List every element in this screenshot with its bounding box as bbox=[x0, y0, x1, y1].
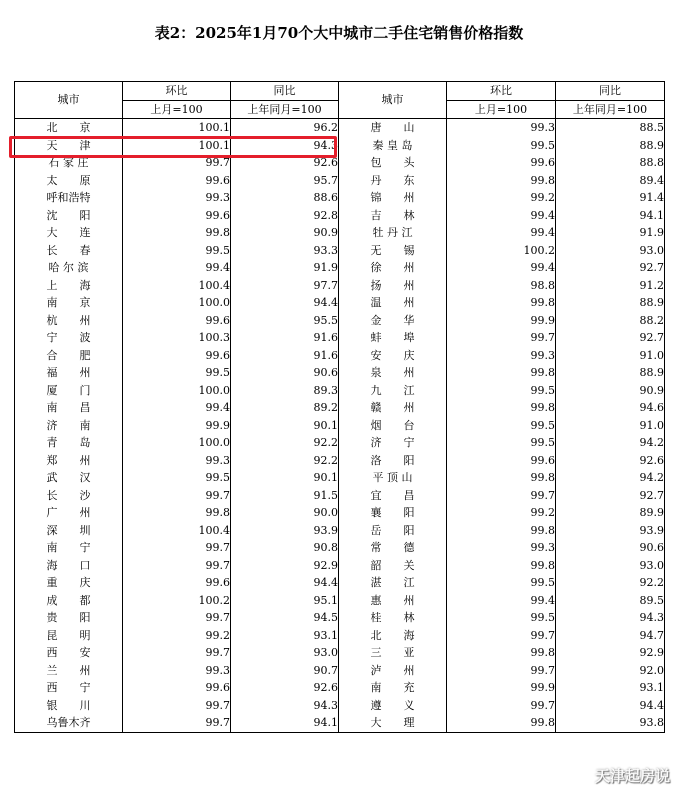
table-row bbox=[15, 364, 665, 382]
yoy-value: 94.1 bbox=[556, 207, 665, 225]
yoy-value: 92.2 bbox=[556, 574, 665, 592]
city-name: 襄 阳 bbox=[339, 504, 447, 522]
yoy-value: 89.5 bbox=[556, 592, 665, 610]
city-name: 温 州 bbox=[339, 294, 447, 312]
yoy-value: 90.6 bbox=[231, 364, 339, 382]
yoy-value: 93.0 bbox=[556, 557, 665, 575]
mom-value: 99.6 bbox=[123, 172, 231, 190]
yoy-value: 95.5 bbox=[231, 312, 339, 330]
yoy-value: 94.4 bbox=[231, 574, 339, 592]
yoy-value: 91.9 bbox=[556, 224, 665, 242]
city-name: 杭 州 bbox=[15, 312, 123, 330]
table-row bbox=[15, 539, 665, 557]
mom-value: 99.8 bbox=[447, 399, 556, 417]
table-row bbox=[15, 294, 665, 312]
city-name: 包 头 bbox=[339, 154, 447, 172]
yoy-value: 92.7 bbox=[556, 329, 665, 347]
table-row bbox=[15, 644, 665, 662]
table-row bbox=[15, 207, 665, 225]
table-row bbox=[15, 434, 665, 452]
mom-value: 99.6 bbox=[123, 347, 231, 365]
mom-value: 100.0 bbox=[123, 434, 231, 452]
yoy-value: 88.9 bbox=[556, 364, 665, 382]
mom-value: 99.6 bbox=[123, 679, 231, 697]
mom-value: 99.8 bbox=[447, 522, 556, 540]
city-name: 成 都 bbox=[15, 592, 123, 610]
header-mom-sub-left: 上月=100 bbox=[123, 100, 231, 119]
mom-value: 99.4 bbox=[447, 224, 556, 242]
mom-value: 99.3 bbox=[447, 119, 556, 137]
mom-value: 100.0 bbox=[123, 382, 231, 400]
table-row bbox=[15, 627, 665, 645]
yoy-value: 95.7 bbox=[231, 172, 339, 190]
city-name: 徐 州 bbox=[339, 259, 447, 277]
header-city-left: 城市 bbox=[15, 82, 123, 119]
table-row bbox=[15, 574, 665, 592]
yoy-value: 89.2 bbox=[231, 399, 339, 417]
mom-value: 99.8 bbox=[447, 557, 556, 575]
yoy-value: 96.2 bbox=[231, 119, 339, 137]
table-row bbox=[15, 609, 665, 627]
yoy-value: 90.9 bbox=[556, 382, 665, 400]
yoy-value: 94.7 bbox=[556, 627, 665, 645]
city-name: 重 庆 bbox=[15, 574, 123, 592]
yoy-value: 90.7 bbox=[231, 662, 339, 680]
mom-value: 99.8 bbox=[447, 364, 556, 382]
yoy-value: 90.8 bbox=[231, 539, 339, 557]
mom-value: 99.7 bbox=[123, 154, 231, 172]
yoy-value: 88.2 bbox=[556, 312, 665, 330]
mom-value: 99.4 bbox=[123, 399, 231, 417]
city-name: 兰 州 bbox=[15, 662, 123, 680]
yoy-value: 94.4 bbox=[231, 294, 339, 312]
table-row bbox=[15, 119, 665, 137]
mom-value: 99.3 bbox=[447, 347, 556, 365]
mom-value: 99.8 bbox=[123, 504, 231, 522]
table-row bbox=[15, 504, 665, 522]
yoy-value: 93.0 bbox=[556, 242, 665, 260]
header-yoy-sub-right: 上年同月=100 bbox=[556, 100, 665, 119]
city-name: 济 宁 bbox=[339, 434, 447, 452]
yoy-value: 93.9 bbox=[231, 522, 339, 540]
city-name: 南 宁 bbox=[15, 539, 123, 557]
table-row bbox=[15, 329, 665, 347]
yoy-value: 91.5 bbox=[231, 487, 339, 505]
mom-value: 99.5 bbox=[447, 417, 556, 435]
mom-value: 99.8 bbox=[447, 172, 556, 190]
city-name: 太 原 bbox=[15, 172, 123, 190]
city-name: 烟 台 bbox=[339, 417, 447, 435]
yoy-value: 91.6 bbox=[231, 329, 339, 347]
mom-value: 99.2 bbox=[447, 189, 556, 207]
mom-value: 99.9 bbox=[447, 679, 556, 697]
mom-value: 100.2 bbox=[123, 592, 231, 610]
mom-value: 99.5 bbox=[447, 434, 556, 452]
yoy-value: 92.7 bbox=[556, 259, 665, 277]
city-name: 安 庆 bbox=[339, 347, 447, 365]
city-name: 扬 州 bbox=[339, 277, 447, 295]
table-row bbox=[15, 557, 665, 575]
header-mom-right: 环比 bbox=[447, 82, 556, 101]
city-name: 北 海 bbox=[339, 627, 447, 645]
city-name: 岳 阳 bbox=[339, 522, 447, 540]
header-city-right: 城市 bbox=[339, 82, 447, 119]
city-name: 南 充 bbox=[339, 679, 447, 697]
city-name: 昆 明 bbox=[15, 627, 123, 645]
city-name: 惠 州 bbox=[339, 592, 447, 610]
city-name: 洛 阳 bbox=[339, 452, 447, 470]
city-name: 贵 阳 bbox=[15, 609, 123, 627]
yoy-value: 97.7 bbox=[231, 277, 339, 295]
city-name: 郑 州 bbox=[15, 452, 123, 470]
city-name: 丹 东 bbox=[339, 172, 447, 190]
city-name: 宜 昌 bbox=[339, 487, 447, 505]
mom-value: 99.5 bbox=[123, 242, 231, 260]
city-name: 银 川 bbox=[15, 697, 123, 715]
table-row bbox=[15, 259, 665, 277]
yoy-value: 90.1 bbox=[231, 469, 339, 487]
mom-value: 99.4 bbox=[123, 259, 231, 277]
city-name: 乌鲁木齐 bbox=[15, 714, 123, 732]
mom-value: 99.7 bbox=[123, 487, 231, 505]
city-name: 平 顶 山 bbox=[339, 469, 447, 487]
city-name: 湛 江 bbox=[339, 574, 447, 592]
city-name: 石 家 庄 bbox=[15, 154, 123, 172]
mom-value: 99.7 bbox=[447, 329, 556, 347]
mom-value: 99.6 bbox=[447, 154, 556, 172]
yoy-value: 93.9 bbox=[556, 522, 665, 540]
table-row bbox=[15, 382, 665, 400]
table-row bbox=[15, 522, 665, 540]
table-title: 表2：2025年1月70个大中城市二手住宅销售价格指数 bbox=[154, 24, 524, 42]
table-row bbox=[15, 347, 665, 365]
city-name: 哈 尔 滨 bbox=[15, 259, 123, 277]
mom-value: 99.8 bbox=[447, 644, 556, 662]
city-name: 秦 皇 岛 bbox=[339, 137, 447, 155]
table-row bbox=[15, 172, 665, 190]
watermark-text: 天津起房说 bbox=[594, 767, 670, 785]
header-yoy-left: 同比 bbox=[231, 82, 339, 101]
mom-value: 99.9 bbox=[447, 312, 556, 330]
header-mom-sub-right: 上月=100 bbox=[447, 100, 556, 119]
mom-value: 99.7 bbox=[123, 557, 231, 575]
yoy-value: 92.2 bbox=[231, 452, 339, 470]
city-name: 北 京 bbox=[15, 119, 123, 137]
city-name: 遵 义 bbox=[339, 697, 447, 715]
yoy-value: 93.3 bbox=[231, 242, 339, 260]
city-name: 西 宁 bbox=[15, 679, 123, 697]
mom-value: 99.4 bbox=[447, 207, 556, 225]
mom-value: 100.0 bbox=[123, 294, 231, 312]
city-name: 蚌 埠 bbox=[339, 329, 447, 347]
yoy-value: 88.9 bbox=[556, 294, 665, 312]
highlight-box-tianjin bbox=[9, 136, 337, 158]
mom-value: 98.8 bbox=[447, 277, 556, 295]
yoy-value: 89.3 bbox=[231, 382, 339, 400]
yoy-value: 91.2 bbox=[556, 277, 665, 295]
mom-value: 99.7 bbox=[123, 697, 231, 715]
table-row bbox=[15, 399, 665, 417]
yoy-value: 94.2 bbox=[556, 469, 665, 487]
table-row bbox=[15, 417, 665, 435]
table-row bbox=[15, 312, 665, 330]
mom-value: 99.9 bbox=[123, 417, 231, 435]
yoy-value: 89.9 bbox=[556, 504, 665, 522]
mom-value: 100.4 bbox=[123, 522, 231, 540]
mom-value: 99.5 bbox=[447, 382, 556, 400]
mom-value: 99.4 bbox=[447, 592, 556, 610]
yoy-value: 90.1 bbox=[231, 417, 339, 435]
table-row bbox=[15, 469, 665, 487]
city-name: 锦 州 bbox=[339, 189, 447, 207]
yoy-value: 90.6 bbox=[556, 539, 665, 557]
table-row bbox=[15, 662, 665, 680]
city-name: 武 汉 bbox=[15, 469, 123, 487]
mom-value: 99.6 bbox=[123, 574, 231, 592]
city-name: 长 沙 bbox=[15, 487, 123, 505]
city-name: 三 亚 bbox=[339, 644, 447, 662]
mom-value: 99.7 bbox=[447, 697, 556, 715]
mom-value: 99.3 bbox=[447, 539, 556, 557]
city-name: 常 德 bbox=[339, 539, 447, 557]
mom-value: 99.7 bbox=[123, 539, 231, 557]
city-name: 牡 丹 江 bbox=[339, 224, 447, 242]
yoy-value: 94.3 bbox=[231, 137, 339, 155]
city-name: 吉 林 bbox=[339, 207, 447, 225]
yoy-value: 94.3 bbox=[231, 697, 339, 715]
mom-value: 100.3 bbox=[123, 329, 231, 347]
mom-value: 99.3 bbox=[123, 189, 231, 207]
mom-value: 99.3 bbox=[123, 662, 231, 680]
yoy-value: 93.0 bbox=[231, 644, 339, 662]
yoy-value: 92.6 bbox=[231, 679, 339, 697]
mom-value: 100.4 bbox=[123, 277, 231, 295]
yoy-value: 92.8 bbox=[231, 207, 339, 225]
city-name: 海 口 bbox=[15, 557, 123, 575]
yoy-value: 90.9 bbox=[231, 224, 339, 242]
table-row bbox=[15, 714, 665, 732]
mom-value: 99.7 bbox=[123, 714, 231, 732]
city-name: 呼和浩特 bbox=[15, 189, 123, 207]
yoy-value: 91.4 bbox=[556, 189, 665, 207]
header-mom-left: 环比 bbox=[123, 82, 231, 101]
city-name: 南 昌 bbox=[15, 399, 123, 417]
city-name: 福 州 bbox=[15, 364, 123, 382]
yoy-value: 92.9 bbox=[231, 557, 339, 575]
mom-value: 99.7 bbox=[447, 627, 556, 645]
mom-value: 99.5 bbox=[123, 469, 231, 487]
yoy-value: 91.9 bbox=[231, 259, 339, 277]
table-row bbox=[15, 242, 665, 260]
table-row bbox=[15, 592, 665, 610]
yoy-value: 88.5 bbox=[556, 119, 665, 137]
mom-value: 99.6 bbox=[123, 207, 231, 225]
mom-value: 99.7 bbox=[447, 662, 556, 680]
city-name: 沈 阳 bbox=[15, 207, 123, 225]
city-name: 厦 门 bbox=[15, 382, 123, 400]
city-name: 大 理 bbox=[339, 714, 447, 732]
mom-value: 99.7 bbox=[123, 609, 231, 627]
table-row bbox=[15, 277, 665, 295]
table-row bbox=[15, 487, 665, 505]
mom-value: 99.8 bbox=[447, 714, 556, 732]
city-name: 广 州 bbox=[15, 504, 123, 522]
mom-value: 99.5 bbox=[447, 574, 556, 592]
yoy-value: 90.0 bbox=[231, 504, 339, 522]
mom-value: 99.4 bbox=[447, 259, 556, 277]
mom-value: 100.1 bbox=[123, 137, 231, 155]
yoy-value: 92.7 bbox=[556, 487, 665, 505]
city-name: 无 锡 bbox=[339, 242, 447, 260]
city-name: 深 圳 bbox=[15, 522, 123, 540]
table-row bbox=[15, 189, 665, 207]
mom-value: 99.6 bbox=[123, 312, 231, 330]
yoy-value: 89.4 bbox=[556, 172, 665, 190]
mom-value: 99.8 bbox=[447, 469, 556, 487]
city-name: 西 安 bbox=[15, 644, 123, 662]
header-yoy-sub-left: 上年同月=100 bbox=[231, 100, 339, 119]
yoy-value: 92.9 bbox=[556, 644, 665, 662]
city-name: 唐 山 bbox=[339, 119, 447, 137]
yoy-value: 93.1 bbox=[231, 627, 339, 645]
mom-value: 99.5 bbox=[447, 137, 556, 155]
city-name: 长 春 bbox=[15, 242, 123, 260]
city-name: 济 南 bbox=[15, 417, 123, 435]
city-name: 泉 州 bbox=[339, 364, 447, 382]
yoy-value: 88.6 bbox=[231, 189, 339, 207]
mom-value: 99.7 bbox=[123, 644, 231, 662]
yoy-value: 88.8 bbox=[556, 154, 665, 172]
mom-value: 99.8 bbox=[447, 294, 556, 312]
city-name: 宁 波 bbox=[15, 329, 123, 347]
yoy-value: 92.0 bbox=[556, 662, 665, 680]
city-name: 韶 关 bbox=[339, 557, 447, 575]
yoy-value: 94.2 bbox=[556, 434, 665, 452]
city-name: 合 肥 bbox=[15, 347, 123, 365]
yoy-value: 88.9 bbox=[556, 137, 665, 155]
table-row bbox=[15, 697, 665, 715]
yoy-value: 92.2 bbox=[231, 434, 339, 452]
city-name: 金 华 bbox=[339, 312, 447, 330]
city-name: 天 津 bbox=[15, 137, 123, 155]
yoy-value: 94.3 bbox=[556, 609, 665, 627]
mom-value: 99.5 bbox=[447, 609, 556, 627]
city-name: 青 岛 bbox=[15, 434, 123, 452]
yoy-value: 91.0 bbox=[556, 347, 665, 365]
mom-value: 99.7 bbox=[447, 487, 556, 505]
yoy-value: 94.1 bbox=[231, 714, 339, 732]
city-name: 桂 林 bbox=[339, 609, 447, 627]
mom-value: 100.2 bbox=[447, 242, 556, 260]
city-name: 上 海 bbox=[15, 277, 123, 295]
table-row bbox=[15, 224, 665, 242]
mom-value: 99.2 bbox=[447, 504, 556, 522]
mom-value: 99.6 bbox=[447, 452, 556, 470]
table-row bbox=[15, 452, 665, 470]
city-name: 大 连 bbox=[15, 224, 123, 242]
city-name: 赣 州 bbox=[339, 399, 447, 417]
header-yoy-right: 同比 bbox=[556, 82, 665, 101]
table-row bbox=[15, 679, 665, 697]
yoy-value: 93.1 bbox=[556, 679, 665, 697]
yoy-value: 91.6 bbox=[231, 347, 339, 365]
yoy-value: 94.4 bbox=[556, 697, 665, 715]
price-index-table bbox=[14, 81, 665, 733]
mom-value: 99.2 bbox=[123, 627, 231, 645]
mom-value: 99.8 bbox=[123, 224, 231, 242]
yoy-value: 94.6 bbox=[556, 399, 665, 417]
mom-value: 100.1 bbox=[123, 119, 231, 137]
city-name: 南 京 bbox=[15, 294, 123, 312]
city-name: 泸 州 bbox=[339, 662, 447, 680]
yoy-value: 92.6 bbox=[231, 154, 339, 172]
city-name: 九 江 bbox=[339, 382, 447, 400]
mom-value: 99.5 bbox=[123, 364, 231, 382]
yoy-value: 92.6 bbox=[556, 452, 665, 470]
yoy-value: 95.1 bbox=[231, 592, 339, 610]
yoy-value: 91.0 bbox=[556, 417, 665, 435]
yoy-value: 93.8 bbox=[556, 714, 665, 732]
yoy-value: 94.5 bbox=[231, 609, 339, 627]
mom-value: 99.3 bbox=[123, 452, 231, 470]
